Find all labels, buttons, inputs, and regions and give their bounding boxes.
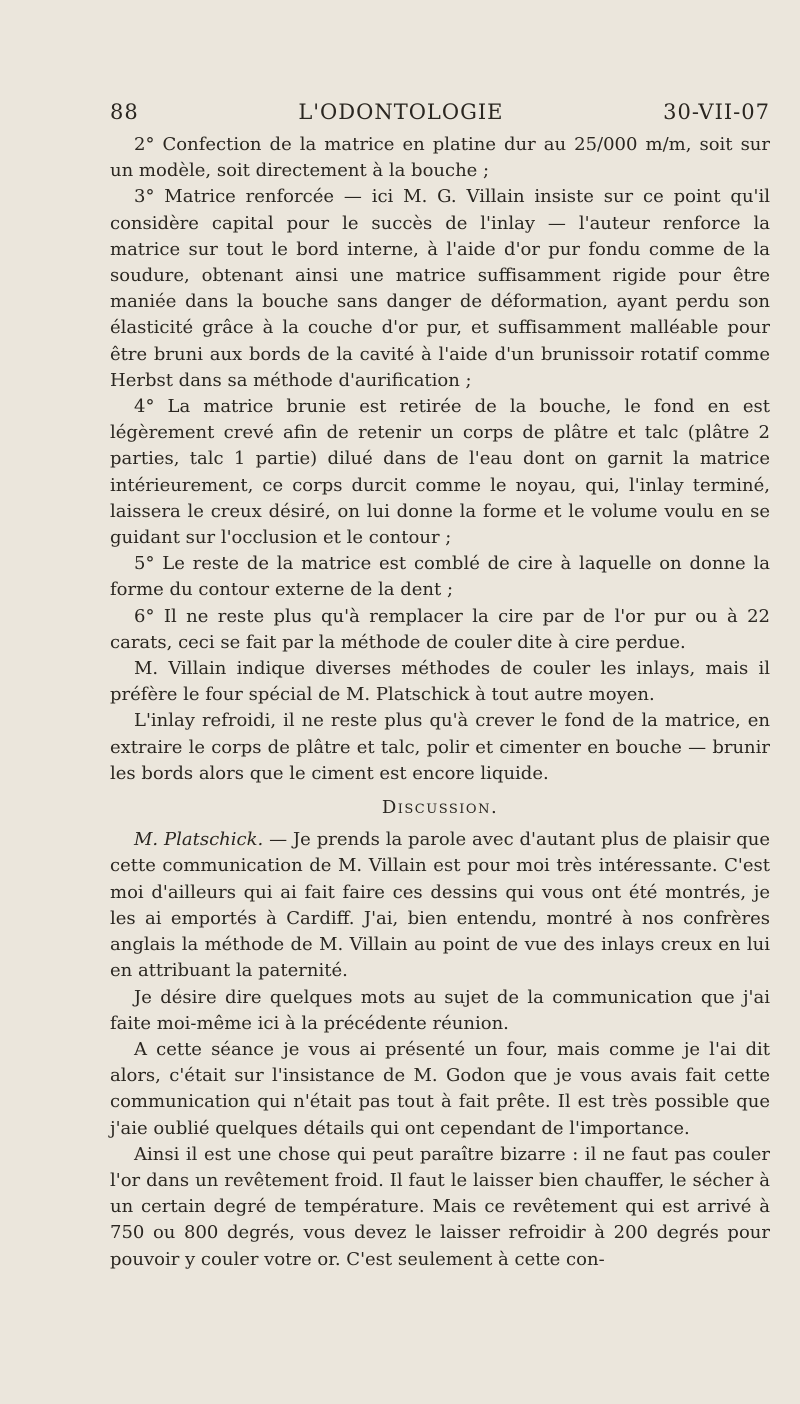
paragraph: A cette séance je vous ai présenté un four, mais comme je l'ai dit alors, c'était sur l'insistance de M. Godon que je vous avais fait cette communication qui n'était pas tout à fait prête. Il est très possible que j'aie oublié quelques détails qui ont cependant de l'importance. xyxy=(110,1038,770,1139)
paragraph: 6° Il ne reste plus qu'à remplacer la cire par de l'or pur ou à 22 carats, ceci se fait par la méthode de couler dite à cire perdue. xyxy=(110,605,770,653)
paragraph: 2° Confection de la matrice en platine dur au 25/000 m/m, soit sur un modèle, soit directement à la bouche ; xyxy=(110,134,770,182)
article-body xyxy=(110,132,770,1273)
paragraph: 3° Matrice renforcée — ici M. G. Villain insiste sur ce point qu'il considère capital pour le succès de l'inlay — l'auteur renforce la matrice sur tout le bord interne, à l'aide d'or pur fondu comme de la soudure, obtenant ainsi une matrice suffisamment rigide pour être maniée dans la bouche sans danger de déformation, ayant perdu son élasticité grâce à la couche d'or pur, et suffisamment malléable pour être bruni aux bords de la cavité à l'aide d'un brunissoir rotatif comme Herbst dans sa méthode d'aurification ; xyxy=(110,186,770,391)
discussion-paragraph xyxy=(110,827,770,984)
page-number: 88 xyxy=(110,100,139,124)
journal-title: L'ODONTOLOGIE xyxy=(298,100,504,124)
section-heading: Discussion. xyxy=(381,797,499,819)
speaker-name: M. Platschick. xyxy=(134,829,264,851)
paragraph: Ainsi il est une chose qui peut paraître bizarre : il ne faut pas couler l'or dans un revêtement froid. Il faut le laisser bien chauffer, le sécher à un certain degré de température. Mais ce revêtement qui est arrivé à 750 ou 800 degrés, vous devez le laisser refroidir à 200 degrés pour pouvoir y couler votre or. C'est seulement à cette con- xyxy=(110,1143,770,1270)
paragraph: 5° Le reste de la matrice est comblé de cire à laquelle on donne la forme du contour externe de la dent ; xyxy=(110,553,770,601)
paragraph: L'inlay refroidi, il ne reste plus qu'à crever le fond de la matrice, en extraire le corps de plâtre et talc, polir et cimenter en bouche — brunir les bords alors que le ciment est encore liquide. xyxy=(110,710,770,784)
running-head xyxy=(110,100,770,124)
paragraph: M. Villain indique diverses méthodes de couler les inlays, mais il préfère le four spécial de M. Platschick à tout autre moyen. xyxy=(110,658,770,706)
speaker-text: — Je prends la parole avec d'autant plus de plaisir que cette communication de M. Villain est pour moi très intéressante. C'est moi d'ailleurs qui ai fait faire ces dessins qui vous ont été montrés, je les ai emportés à Cardiff. J'ai, bien entendu, montré à nos confrères anglais la méthode de M. Villain au point de vue des inlays creux en lui en attribuant la paternité. xyxy=(110,829,770,982)
paragraph: Je désire dire quelques mots au sujet de la communication que j'ai faite moi-même ici à la précédente réunion. xyxy=(110,986,770,1034)
issue-date: 30-VII-07 xyxy=(663,100,770,124)
paragraph: 4° La matrice brunie est retirée de la bouche, le fond en est légèrement crevé afin de retenir un corps de plâtre et talc (plâtre 2 parties, talc 1 partie) dilué dans de l'eau dont on garnit la matrice intérieurement, ce corps durcit comme le noyau, qui, l'inlay terminé, laissera le creux désiré, on lui donne la forme et le volume voulu en se guidant sur l'occlusion et le contour ; xyxy=(110,396,770,549)
